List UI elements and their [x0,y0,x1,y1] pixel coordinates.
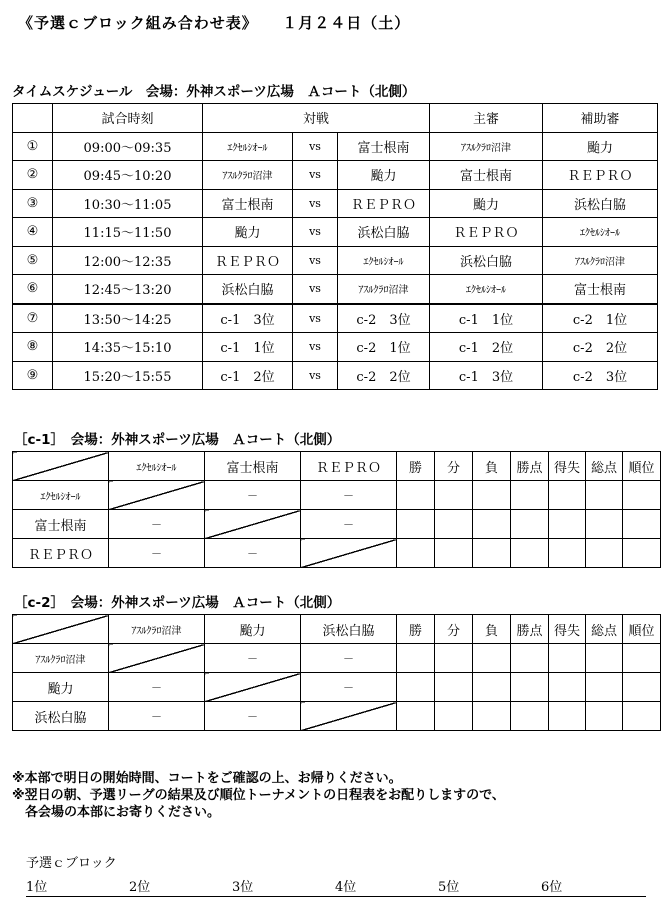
schedule-away-team: 颱力 [338,161,430,190]
league-result-cell: － [109,510,205,539]
league-header-stat: 勝 [397,452,435,481]
ranking-place: 5位 [438,880,460,895]
league-header-stat: 順位 [623,452,661,481]
league-stat-cell [623,510,661,539]
league-result-cell: － [301,673,397,702]
schedule-time: 10:30～11:05 [53,189,203,218]
schedule-home-team: c-1 2位 [203,361,293,390]
league-stat-cell [586,481,623,510]
league-stat-cell [549,539,586,568]
schedule-row [13,275,658,304]
schedule-header-match: 対戦 [203,104,430,133]
league-stat-cell [549,510,586,539]
league-stat-cell [549,644,586,673]
league-stat-cell [623,673,661,702]
league-self-cell [301,702,397,731]
note-line: ※翌日の朝、予選リーグの結果及び順位トーナメントの日程表をお配りしますので、 [12,788,505,803]
league-header-stat: 勝点 [511,452,549,481]
schedule-vs: vs [293,275,338,304]
schedule-row [13,333,658,362]
league-result-cell: － [109,673,205,702]
schedule-away-team: 富士根南 [338,132,430,161]
league-header-stat: 順位 [623,615,661,644]
ranking-heading: 予選ｃブロック [26,856,117,871]
league-stat-cell [473,702,511,731]
league-stat-cell [623,702,661,731]
league-team-row [13,539,661,568]
league-team-row [13,481,661,510]
schedule-vs: vs [293,218,338,247]
schedule-referee: c-1 2位 [430,333,543,362]
league-row-team: ＲＥＰＲＯ [13,539,109,568]
schedule-home-team: c-1 1位 [203,333,293,362]
league-result-cell: － [205,702,301,731]
schedule-home-team: c-1 3位 [203,304,293,333]
league-row-team: 富士根南 [13,510,109,539]
schedule-row [13,132,658,161]
schedule-vs: vs [293,132,338,161]
schedule-header-row [13,104,658,133]
league-stat-cell [623,644,661,673]
schedule-assistant: ｱｽﾙｸﾗﾛ沼津 [543,246,658,275]
notes [12,770,505,821]
schedule-row [13,246,658,275]
league-stat-cell [586,510,623,539]
schedule-heading: タイムスケジュール 会場：外神スポーツ広場 Ａコート（北側） [12,84,416,100]
league-result-cell: － [109,702,205,731]
schedule-no: ⑤ [13,246,53,275]
league-stat-cell [511,644,549,673]
schedule-time: 15:20～15:55 [53,361,203,390]
note-line: ※本部で明日の開始時間、コートをご確認の上、お帰りください。 [12,771,402,786]
schedule-time: 12:45～13:20 [53,275,203,304]
league-stat-cell [511,510,549,539]
schedule-no: ② [13,161,53,190]
league-stat-cell [473,673,511,702]
league-stat-cell [586,673,623,702]
league-stat-cell [435,644,473,673]
schedule-vs: vs [293,333,338,362]
schedule-vs: vs [293,361,338,390]
league-stat-cell [435,539,473,568]
league-team-row [13,673,661,702]
schedule-no: ③ [13,189,53,218]
schedule-header-time: 試合時刻 [53,104,203,133]
schedule-time: 09:00～09:35 [53,132,203,161]
schedule-time: 13:50～14:25 [53,304,203,333]
league-stat-cell [549,481,586,510]
schedule-referee: ＲＥＰＲＯ [430,218,543,247]
league-row-team: 颱力 [13,673,109,702]
league-header-stat: 勝 [397,615,435,644]
schedule-header-assistant: 補助審 [543,104,658,133]
league-header-team: ｴｸｾﾙｼｵｰﾙ [109,452,205,481]
c2-heading: ［c-2］ 会場：外神スポーツ広場 Ａコート（北側） [14,595,341,611]
league-row-team: 浜松白脇 [13,702,109,731]
schedule-no: ⑦ [13,304,53,333]
schedule-vs: vs [293,189,338,218]
schedule-away-team: ｱｽﾙｸﾗﾛ沼津 [338,275,430,304]
schedule-away-team: c-2 2位 [338,361,430,390]
league-header-team: 富士根南 [205,452,301,481]
schedule-assistant: c-2 2位 [543,333,658,362]
c1-league-table [12,451,661,568]
league-self-cell [205,673,301,702]
league-stat-cell [473,539,511,568]
league-result-cell: － [205,481,301,510]
league-stat-cell [435,702,473,731]
league-stat-cell [511,702,549,731]
schedule-row [13,161,658,190]
schedule-time: 09:45～10:20 [53,161,203,190]
league-stat-cell [397,702,435,731]
league-header-stat: 負 [473,452,511,481]
league-stat-cell [435,673,473,702]
schedule-away-team: c-2 1位 [338,333,430,362]
schedule-home-team: ＲＥＰＲＯ [203,246,293,275]
league-stat-cell [586,702,623,731]
schedule-home-team: 富士根南 [203,189,293,218]
league-row-team: ｴｸｾﾙｼｵｰﾙ [13,481,109,510]
schedule-no: ① [13,132,53,161]
league-team-row [13,510,661,539]
schedule-no: ⑥ [13,275,53,304]
league-header-stat: 分 [435,452,473,481]
schedule-row [13,361,658,390]
schedule-assistant: ＲＥＰＲＯ [543,161,658,190]
schedule-table [12,103,658,390]
league-header-team: ＲＥＰＲＯ [301,452,397,481]
schedule-home-team: ｱｽﾙｸﾗﾛ沼津 [203,161,293,190]
league-header-stat: 分 [435,615,473,644]
league-header-stat: 得失 [549,615,586,644]
schedule-header-no [13,104,53,133]
schedule-away-team: 浜松白脇 [338,218,430,247]
league-stat-cell [623,481,661,510]
league-self-cell [109,481,205,510]
league-stat-cell [473,644,511,673]
schedule-row [13,304,658,333]
league-stat-cell [586,539,623,568]
ranking-place: 4位 [335,880,357,895]
league-result-cell: － [109,539,205,568]
schedule-time: 12:00～12:35 [53,246,203,275]
league-stat-cell [397,644,435,673]
league-result-cell: － [301,510,397,539]
league-stat-cell [549,673,586,702]
league-team-row [13,702,661,731]
schedule-vs: vs [293,246,338,275]
league-stat-cell [397,539,435,568]
league-header-team: ｱｽﾙｸﾗﾛ沼津 [109,615,205,644]
league-header-stat: 得失 [549,452,586,481]
schedule-no: ④ [13,218,53,247]
league-result-cell: － [301,481,397,510]
ranking-place: 2位 [129,880,151,895]
league-header-row [13,615,661,644]
league-stat-cell [473,510,511,539]
schedule-referee: 富士根南 [430,161,543,190]
league-team-row [13,644,661,673]
league-stat-cell [397,481,435,510]
schedule-assistant: c-2 3位 [543,361,658,390]
league-self-cell [301,539,397,568]
league-corner-cell [13,452,109,481]
schedule-row [13,189,658,218]
schedule-assistant: 颱力 [543,132,658,161]
schedule-referee: 颱力 [430,189,543,218]
league-stat-cell [435,481,473,510]
league-header-stat: 勝点 [511,615,549,644]
schedule-home-team: 浜松白脇 [203,275,293,304]
league-stat-cell [473,481,511,510]
league-header-team: 颱力 [205,615,301,644]
schedule-assistant: ｴｸｾﾙｼｵｰﾙ [543,218,658,247]
league-result-cell: － [205,644,301,673]
schedule-no: ⑨ [13,361,53,390]
page-title: 《予選ｃブロック組み合わせ表》 １月２４日（土） [18,14,411,32]
league-stat-cell [586,644,623,673]
schedule-referee: 浜松白脇 [430,246,543,275]
league-stat-cell [511,481,549,510]
league-stat-cell [623,539,661,568]
league-stat-cell [397,673,435,702]
c1-heading: ［c-1］ 会場：外神スポーツ広場 Ａコート（北側） [14,432,341,448]
league-header-stat: 総点 [586,452,623,481]
schedule-referee: ｴｸｾﾙｼｵｰﾙ [430,275,543,304]
league-header-row [13,452,661,481]
schedule-referee: c-1 1位 [430,304,543,333]
league-corner-cell [13,615,109,644]
league-self-cell [109,644,205,673]
schedule-assistant: 浜松白脇 [543,189,658,218]
league-header-team: 浜松白脇 [301,615,397,644]
c2-league-table [12,614,661,731]
schedule-row [13,218,658,247]
schedule-vs: vs [293,161,338,190]
league-stat-cell [511,673,549,702]
schedule-away-team: c-2 3位 [338,304,430,333]
schedule-referee: ｱｽﾙｸﾗﾛ沼津 [430,132,543,161]
schedule-assistant: c-2 1位 [543,304,658,333]
schedule-referee: c-1 3位 [430,361,543,390]
schedule-home-team: ｴｸｾﾙｼｵｰﾙ [203,132,293,161]
league-self-cell [205,510,301,539]
ranking-place: 3位 [232,880,254,895]
league-stat-cell [511,539,549,568]
league-stat-cell [549,702,586,731]
schedule-assistant: 富士根南 [543,275,658,304]
schedule-vs: vs [293,304,338,333]
league-result-cell: － [301,644,397,673]
ranking-place: 1位 [26,880,48,895]
league-row-team: ｱｽﾙｸﾗﾛ沼津 [13,644,109,673]
schedule-home-team: 颱力 [203,218,293,247]
league-result-cell: － [205,539,301,568]
ranking-place: 6位 [541,880,563,895]
league-header-stat: 総点 [586,615,623,644]
schedule-header-referee: 主審 [430,104,543,133]
league-header-stat: 負 [473,615,511,644]
ranking-row [26,876,646,897]
note-line: 各会場の本部にお寄りください。 [12,805,221,820]
schedule-no: ⑧ [13,333,53,362]
league-stat-cell [435,510,473,539]
schedule-time: 14:35～15:10 [53,333,203,362]
schedule-time: 11:15～11:50 [53,218,203,247]
schedule-away-team: ＲＥＰＲＯ [338,189,430,218]
league-stat-cell [397,510,435,539]
schedule-away-team: ｴｸｾﾙｼｵｰﾙ [338,246,430,275]
